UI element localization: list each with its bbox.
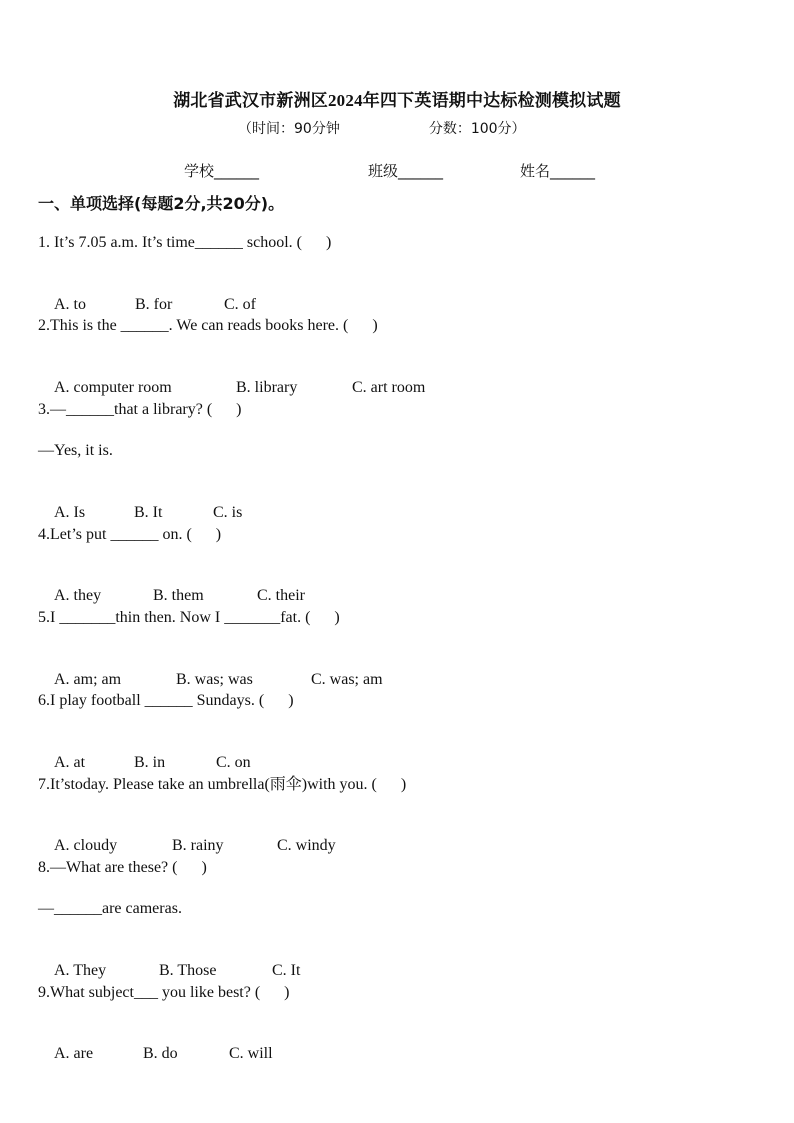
option[interactable]: A. at: [54, 754, 86, 771]
question-stem: 4.Let’s put ______ on. ( ): [38, 526, 222, 543]
exam-time-score: （时间：90分钟 分数：100分）: [238, 121, 526, 137]
question-options: [38, 1024, 273, 1084]
option[interactable]: B. library: [236, 379, 298, 396]
option[interactable]: B. rainy: [172, 837, 224, 854]
option[interactable]: A. computer room: [54, 379, 172, 396]
option[interactable]: B. It: [134, 504, 163, 521]
option[interactable]: B. was; was: [176, 671, 253, 688]
option[interactable]: C. their: [257, 587, 305, 604]
option[interactable]: C. It: [272, 962, 301, 979]
exam-title: 湖北省武汉市新洲区2024年四下英语期中达标检测模拟试题: [173, 91, 621, 110]
option[interactable]: C. windy: [277, 837, 336, 854]
name-field[interactable]: 姓名______: [520, 162, 596, 180]
question-stem: 8.—What are these? ( ): [38, 859, 207, 876]
question-stem: 1. It’s 7.05 a.m. It’s time______ school. ( ): [38, 234, 332, 251]
option[interactable]: A. am; am: [54, 671, 122, 688]
question-stem: 3.—______that a library? ( ): [38, 401, 242, 418]
option[interactable]: A. Is: [54, 504, 86, 521]
option[interactable]: B. in: [134, 754, 166, 771]
option[interactable]: C. art room: [352, 379, 426, 396]
answer-line: —Yes, it is.: [38, 442, 113, 459]
answer-line: —______are cameras.: [38, 900, 182, 917]
school-field[interactable]: 学校______: [184, 162, 260, 180]
option[interactable]: B. Those: [159, 962, 217, 979]
option[interactable]: A. they: [54, 587, 102, 604]
option[interactable]: A. are: [54, 1045, 94, 1062]
option[interactable]: C. on: [216, 754, 251, 771]
option[interactable]: B. do: [143, 1045, 178, 1062]
option[interactable]: C. was; am: [311, 671, 383, 688]
option[interactable]: A. They: [54, 962, 107, 979]
question-stem: 6.I play football ______ Sundays. ( ): [38, 692, 294, 709]
option[interactable]: C. will: [229, 1045, 273, 1062]
option[interactable]: B. them: [153, 587, 204, 604]
option[interactable]: A. cloudy: [54, 837, 118, 854]
option[interactable]: B. for: [135, 296, 173, 313]
question-stem: 5.I _______thin then. Now I _______fat. ( ): [38, 609, 340, 626]
question-stem: 9.What subject___ you like best? ( ): [38, 984, 290, 1001]
question-stem: 7.It’stoday. Please take an umbrella(雨伞)with you. ( ): [38, 776, 407, 793]
option[interactable]: C. is: [213, 504, 243, 521]
section-heading: 一、单项选择(每题2分,共20分)。: [38, 194, 285, 213]
option[interactable]: A. to: [54, 296, 86, 313]
class-field[interactable]: 班级______: [368, 162, 444, 180]
question-stem: 2.This is the ______. We can reads books here. ( ): [38, 317, 378, 334]
option[interactable]: C. of: [224, 296, 256, 313]
